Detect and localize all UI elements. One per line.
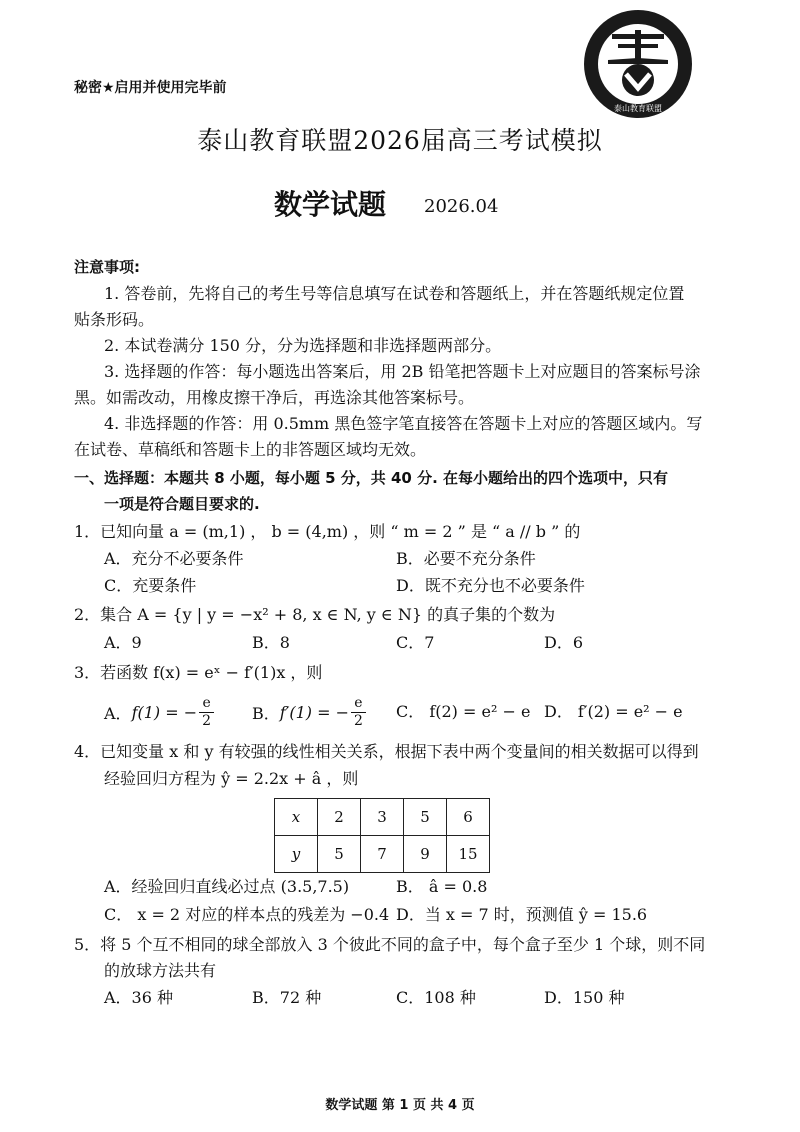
question-2-option-a: A．9 [104,633,142,652]
section-heading-cont: 一项是符合题目要求的. [104,495,260,513]
table-row [275,799,490,836]
fraction-numerator: e [354,694,363,711]
school-seal-icon [582,8,694,120]
question-4-stem-cont: 经验回归方程为 ŷ = 2.2x + â ，则 [104,769,359,788]
option-a-label: A． [104,703,132,723]
table-cell: 2 [318,799,361,836]
question-3-option-c: C． f(2) = e² − e [396,702,531,721]
question-4-option-c: C． x = 2 对应的样本点的残差为 −0.4 [104,905,390,924]
question-4-option-d: D．当 x = 7 时，预测值 ŷ = 15.6 [396,905,648,924]
fraction-denominator: 2 [351,712,366,730]
question-5-option-c: C．108 种 [396,988,476,1007]
table-cell: 15 [447,836,490,873]
question-3-option-d: D． f′(2) = e² − e [544,702,683,721]
confidential-label: 秘密★启用并使用完毕前 [74,80,227,96]
question-5-option-a: A．36 种 [104,988,174,1007]
option-b-expr: f′(1) = − [279,702,349,722]
seal-text: 泰山教育联盟 [614,104,662,113]
table-cell: 9 [404,836,447,873]
table-header-y: y [275,836,318,873]
table-header-x: x [275,799,318,836]
exam-date: 2026.04 [424,196,499,217]
note-item-1: 1. 答卷前，先将自己的考生号等信息填写在试卷和答题纸上，并在答题纸规定位置 [104,284,685,303]
option-b-label: B． [252,703,280,723]
fraction-numerator: e [202,694,211,711]
question-1-option-a: A．充分不必要条件 [104,549,244,568]
question-2-option-c: C．7 [396,633,435,652]
note-item-3: 3. 选择题的作答：每小题选出答案后，用 2B 铅笔把答题卡上对应题目的答案标号涂 [104,362,701,381]
table-row [275,836,490,873]
page-footer: 数学试题 第 1 页 共 4 页 [325,1098,475,1113]
exam-title: 泰山教育联盟2026届高三考试模拟 [197,126,603,155]
note-item-4-cont: 在试卷、草稿纸和答题卡上的非答题区域均无效。 [74,440,427,459]
table-cell: 7 [361,836,404,873]
question-5-stem-cont: 的放球方法共有 [104,961,217,980]
question-5-stem: 5．将 5 个互不相同的球全部放入 3 个彼此不同的盒子中，每个盒子至少 1 个球，则不同 [74,935,706,954]
note-item-2: 2. 本试卷满分 150 分，分为选择题和非选择题两部分。 [104,336,502,355]
question-1-option-d: D．既不充分也不必要条件 [396,576,585,595]
question-4-option-b: B． â = 0.8 [396,877,488,896]
question-1-option-b: B．必要不充分条件 [396,549,536,568]
table-cell: 3 [361,799,404,836]
note-item-1-cont: 贴条形码。 [74,310,155,329]
question-1-option-c: C．充要条件 [104,576,197,595]
notes-heading: 注意事项: [74,258,140,276]
note-item-4: 4. 非选择题的作答：用 0.5mm 黑色签字笔直接答在答题卡上对应的答题区域内。写 [104,414,703,433]
section-heading: 一、选择题：本题共 8 小题，每小题 5 分，共 40 分. 在每小题给出的四个选项中，只有 [74,469,669,487]
fraction [351,695,366,730]
question-3-stem: 3．若函数 f(x) = eˣ − f′(1)x ，则 [74,663,323,682]
subject-title: 数学试题 [274,188,387,221]
note-item-3-cont: 黑。如需改动，用橡皮擦干净后，再选涂其他答案标号。 [74,388,475,407]
question-2-option-d: D．6 [544,633,584,652]
question-4-option-a: A．经验回归直线必过点 (3.5,7.5) [104,877,350,896]
question-1-stem: 1．已知向量 a = (m,1) ， b = (4,m) ，则 “ m = 2 ” 是 “ a // b ” 的 [74,522,581,541]
question-3-option-a [104,690,214,734]
question-5-option-d: D．150 种 [544,988,625,1007]
question-2-stem: 2．集合 A = {y | y = −x² + 8, x ∈ N, y ∈ N} 的真子集的个数为 [74,605,556,624]
fraction [199,695,214,730]
table-cell: 6 [447,799,490,836]
table-cell: 5 [404,799,447,836]
question-2-option-b: B．8 [252,633,290,652]
option-a-expr: f(1) = − [131,702,198,722]
table-cell: 5 [318,836,361,873]
data-table [274,798,490,873]
question-3-option-b [252,690,366,734]
question-5-option-b: B．72 种 [252,988,322,1007]
fraction-denominator: 2 [199,712,214,730]
question-4-stem: 4．已知变量 x 和 y 有较强的线性相关关系，根据下表中两个变量间的相关数据可以得到 [74,742,699,761]
